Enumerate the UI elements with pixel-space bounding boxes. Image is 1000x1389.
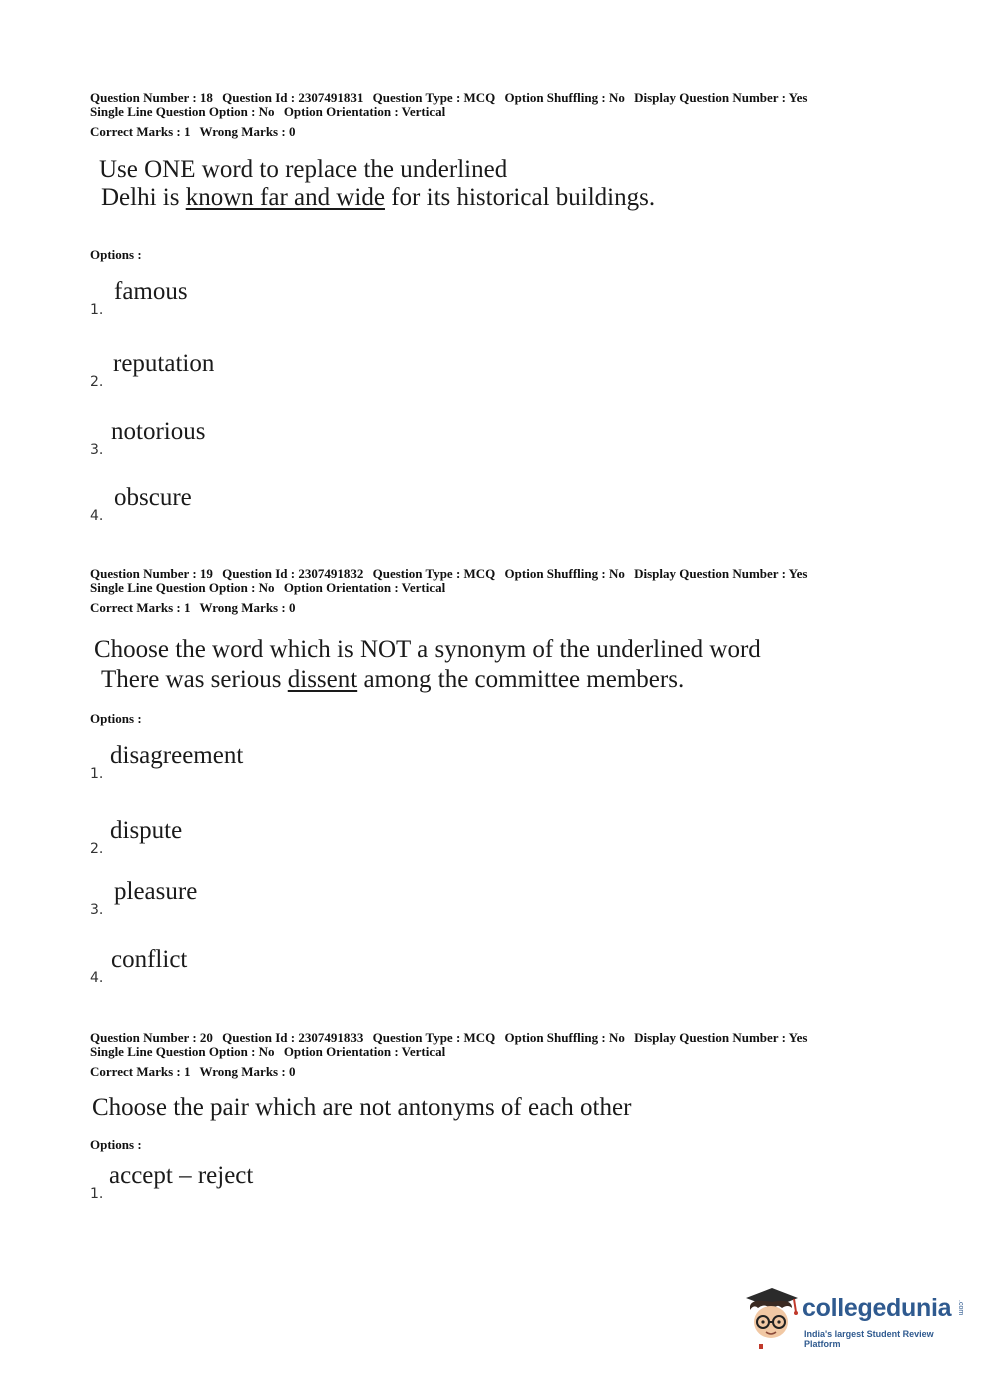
option-text: obscure	[114, 484, 192, 511]
q20-meta-line3	[90, 1064, 301, 1079]
option-number: 2.	[90, 374, 104, 390]
option-text: reputation	[113, 350, 215, 377]
display-question-number: Display Question Number : Yes	[634, 1030, 808, 1045]
option-number: 2.	[90, 841, 104, 857]
option-orientation: Option Orientation : Vertical	[283, 1044, 446, 1059]
q19-sentence	[101, 666, 684, 694]
wrong-marks: Wrong Marks : 0	[199, 124, 296, 139]
question-id: Question Id : 2307491831	[222, 90, 364, 105]
q18-option-4[interactable]	[90, 484, 192, 524]
single-line-option: Single Line Question Option : No	[90, 104, 275, 119]
option-text: famous	[114, 278, 188, 305]
single-line-option: Single Line Question Option : No	[90, 1044, 275, 1059]
single-line-option: Single Line Question Option : No	[90, 580, 275, 595]
underlined-phrase: known far and wide	[185, 184, 385, 211]
option-number: 3.	[90, 902, 104, 918]
question-number: Question Number : 18	[90, 90, 213, 105]
question-type: Question Type : MCQ	[372, 90, 496, 105]
display-question-number: Display Question Number : Yes	[634, 566, 808, 581]
q20-options-label: Options :	[90, 1137, 142, 1152]
wrong-marks: Wrong Marks : 0	[199, 600, 296, 615]
q19-meta-line2	[90, 580, 451, 595]
option-orientation: Option Orientation : Vertical	[283, 104, 446, 119]
q20-meta-line2	[90, 1044, 451, 1059]
q19-option-3[interactable]	[90, 878, 198, 918]
sentence-text: for its historical buildings.	[384, 184, 656, 211]
sentence-text: There was serious	[101, 666, 288, 693]
q18-option-3[interactable]	[90, 418, 206, 458]
question-number: Question Number : 20	[90, 1030, 213, 1045]
option-shuffling: Option Shuffling : No	[504, 90, 625, 105]
option-text: conflict	[111, 946, 188, 973]
option-number: 4.	[90, 508, 104, 524]
option-orientation: Option Orientation : Vertical	[283, 580, 446, 595]
question-number: Question Number : 19	[90, 566, 213, 581]
question-type: Question Type : MCQ	[372, 1030, 496, 1045]
option-text: pleasure	[114, 878, 198, 905]
sentence-text: Delhi is	[101, 184, 186, 211]
option-text: notorious	[111, 418, 206, 445]
q19-option-1[interactable]	[90, 742, 244, 782]
question-id: Question Id : 2307491833	[222, 1030, 364, 1045]
option-text: dispute	[110, 817, 183, 844]
brand-name: collegedunia	[802, 1294, 952, 1322]
option-text: accept – reject	[109, 1162, 254, 1189]
brand-suffix: .com	[957, 1300, 964, 1316]
option-number: 1.	[90, 766, 104, 782]
q18-options-label: Options :	[90, 247, 142, 262]
q18-option-1[interactable]	[90, 278, 188, 318]
option-number: 1.	[90, 302, 104, 318]
collegedunia-logo	[742, 1284, 972, 1354]
option-shuffling: Option Shuffling : No	[504, 1030, 625, 1045]
display-question-number: Display Question Number : Yes	[634, 90, 808, 105]
student-mascot-icon	[742, 1284, 802, 1352]
q18-instruction: Use ONE word to replace the underlined	[99, 156, 508, 183]
q19-option-4[interactable]	[90, 946, 188, 986]
option-number: 4.	[90, 970, 104, 986]
option-number: 3.	[90, 442, 104, 458]
underlined-word: dissent	[287, 666, 358, 693]
correct-marks: Correct Marks : 1	[90, 124, 191, 139]
question-id: Question Id : 2307491832	[222, 566, 364, 581]
q19-instruction: Choose the word which is NOT a synonym of the underlined word	[94, 636, 761, 663]
q18-meta-line2	[90, 104, 451, 119]
q18-meta-line1	[90, 90, 813, 105]
q19-meta-line3	[90, 600, 301, 615]
wrong-marks: Wrong Marks : 0	[199, 1064, 296, 1079]
option-shuffling: Option Shuffling : No	[504, 566, 625, 581]
q20-meta-line1	[90, 1030, 813, 1045]
q19-meta-line1	[90, 566, 813, 581]
sentence-text: among the committee members.	[357, 666, 685, 693]
brand-tagline: India's largest Student Review Platform	[804, 1329, 934, 1349]
q19-option-2[interactable]	[90, 817, 183, 857]
option-text: disagreement	[110, 742, 244, 769]
correct-marks: Correct Marks : 1	[90, 600, 191, 615]
q18-option-2[interactable]	[90, 350, 215, 390]
q19-options-label: Options :	[90, 711, 142, 726]
option-number: 1.	[90, 1186, 104, 1202]
q20-option-1[interactable]	[90, 1162, 254, 1202]
correct-marks: Correct Marks : 1	[90, 1064, 191, 1079]
q18-meta-line3	[90, 124, 301, 139]
q18-sentence	[101, 184, 655, 212]
question-type: Question Type : MCQ	[372, 566, 496, 581]
q20-instruction: Choose the pair which are not antonyms of each other	[92, 1094, 632, 1121]
